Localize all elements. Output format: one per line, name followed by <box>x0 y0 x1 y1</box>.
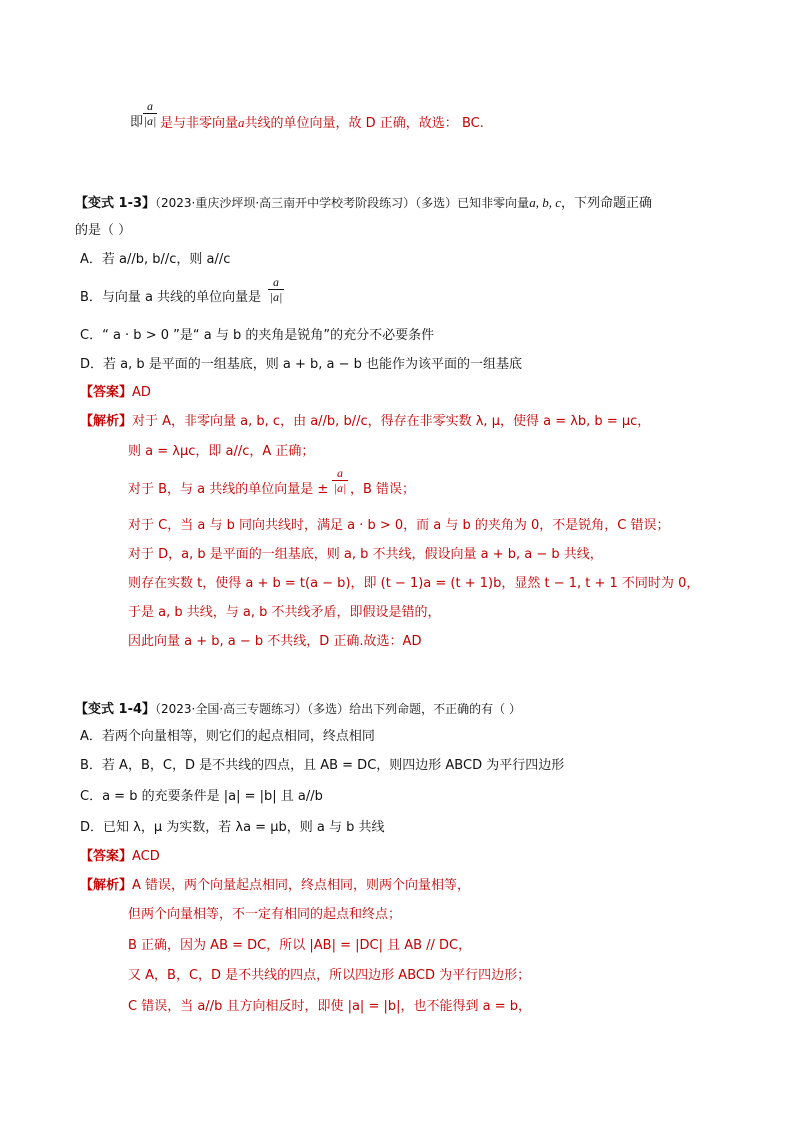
q13-s3-num: a <box>337 466 343 480</box>
q14-analysis-4: 又 A，B，C，D 是不共线的四点，所以四边形 ABCD 为平行四边形； <box>128 968 531 983</box>
q14-option-d: D．已知 λ，μ 为实数，若 λa = μb，则 a 与 b 共线 <box>80 820 385 835</box>
q13-s3-den: |a| <box>333 481 347 495</box>
q13-option-b-fraction <box>268 276 284 303</box>
q14-analysis-tag: 【解析】 <box>80 878 133 893</box>
q13-answer-tag: 【答案】 <box>80 385 133 400</box>
q14-answer <box>80 848 160 866</box>
q13-s3-fraction <box>332 467 348 494</box>
q14-option-c: C．a = b 的充要条件是 |a| = |b| 且 a//b <box>80 789 323 804</box>
q13-analysis-6: 则存在实数 t，使得 a + b = t(a − b)，即 (t − 1)a = (t + 1)b，显然 t − 1, t + 1 不同时为 0， <box>128 576 700 591</box>
top-text2: 共线的单位向量，故 D 正确，故选： <box>244 116 458 131</box>
q13-analysis-7: 于是 a, b 共线，与 a, b 不共线矛盾，即假设是错的， <box>128 605 441 620</box>
q13-analysis-3: 对于 B，与 a 共线的单位向量是 ± <box>128 482 329 497</box>
q14-analysis-2: 但两个向量相等，不一定有相同的起点和终点； <box>128 907 402 922</box>
q13-optb-num: a <box>273 275 279 289</box>
q14-source: （2023·全国·高三专题练习）（多选）给出下列命题，不正确的有（ ） <box>155 702 522 716</box>
q13-answer-value: AD <box>132 385 151 400</box>
q13-header <box>75 194 652 213</box>
top-line-rest <box>160 114 484 133</box>
top-answer: BC. <box>461 116 484 131</box>
q13-analysis-8: 因此向量 a + b, a − b 不共线，D 正确.故选：AD <box>128 634 422 649</box>
q13-line2: 的是（ ） <box>75 223 132 238</box>
top-frac-num: a <box>147 99 153 113</box>
q13-analysis-1 <box>80 413 650 431</box>
q13-option-a: A．若 a//b, b//c，则 a//c <box>80 252 231 267</box>
q14-header <box>75 700 521 719</box>
q13-option-c: C．“ a · b > 0 ”是“ a 与 b 的夹角是锐角”的充分不必要条件 <box>80 328 435 343</box>
q13-vars: a, b, c <box>529 195 561 210</box>
top-frac-den: |a| <box>143 114 157 128</box>
q13-optb-den: |a| <box>269 290 283 304</box>
q13-option-d: D．若 a, b 是平面的一组基底，则 a + b, a − b 也能作为该平面的一组基底 <box>80 357 523 372</box>
q13-option-b: B．与向量 a 共线的单位向量是 <box>80 290 262 305</box>
q13-analysis-5: 对于 D，a, b 是平面的一组基底，则 a, b 不共线，假设向量 a + b, a − b 共线， <box>128 547 603 562</box>
q13-analysis-2: 则 a = λμc，即 a//c，A 正确； <box>128 444 315 459</box>
q14-s1: A 错误，两个向量起点相同，终点相同，则两个向量相等， <box>132 878 471 893</box>
q13-analysis-tag: 【解析】 <box>80 414 133 429</box>
top-vec: a <box>238 115 245 130</box>
q13-tail: ，下列命题正确 <box>560 196 652 211</box>
q14-answer-value: ACD <box>132 849 160 864</box>
top-fraction <box>143 100 157 127</box>
q14-analysis-1 <box>80 877 470 895</box>
q14-option-b: B．若 A，B，C，D 是不共线的四点，且 AB = DC，则四边形 ABCD 为平行四边形 <box>80 758 565 773</box>
q14-answer-tag: 【答案】 <box>80 849 133 864</box>
q14-tag: 【变式 1-4】 <box>75 702 156 717</box>
top-line <box>130 114 143 132</box>
q13-s1: 对于 A，非零向量 a, b, c，由 a//b, b//c，得存在非零实数 λ, μ，使得 a = λb, b = μc， <box>132 414 651 429</box>
q13-analysis-4: 对于 C，当 a 与 b 同向共线时，满足 a · b > 0，而 a 与 b 的夹角为 0，不是锐角，C 错误； <box>128 518 670 533</box>
q14-option-a: A．若两个向量相等，则它们的起点相同，终点相同 <box>80 729 375 744</box>
q13-source: （2023·重庆沙坪坝·高三南开中学校考阶段练习）（多选）已知非零向量 <box>155 196 530 210</box>
q13-analysis-3b: ，B 错误； <box>350 482 416 497</box>
top-text: 是与非零向量 <box>160 116 239 131</box>
q13-answer <box>80 384 151 402</box>
q14-analysis-3: B 正确，因为 AB = DC，所以 |AB| = |DC| 且 AB // DC， <box>128 938 472 953</box>
q13-tag: 【变式 1-3】 <box>75 196 156 211</box>
q14-analysis-5: C 错误，当 a//b 且方向相反时，即使 |a| = |b|，也不能得到 a = b， <box>128 999 531 1014</box>
top-prefix: 即 <box>130 115 144 130</box>
